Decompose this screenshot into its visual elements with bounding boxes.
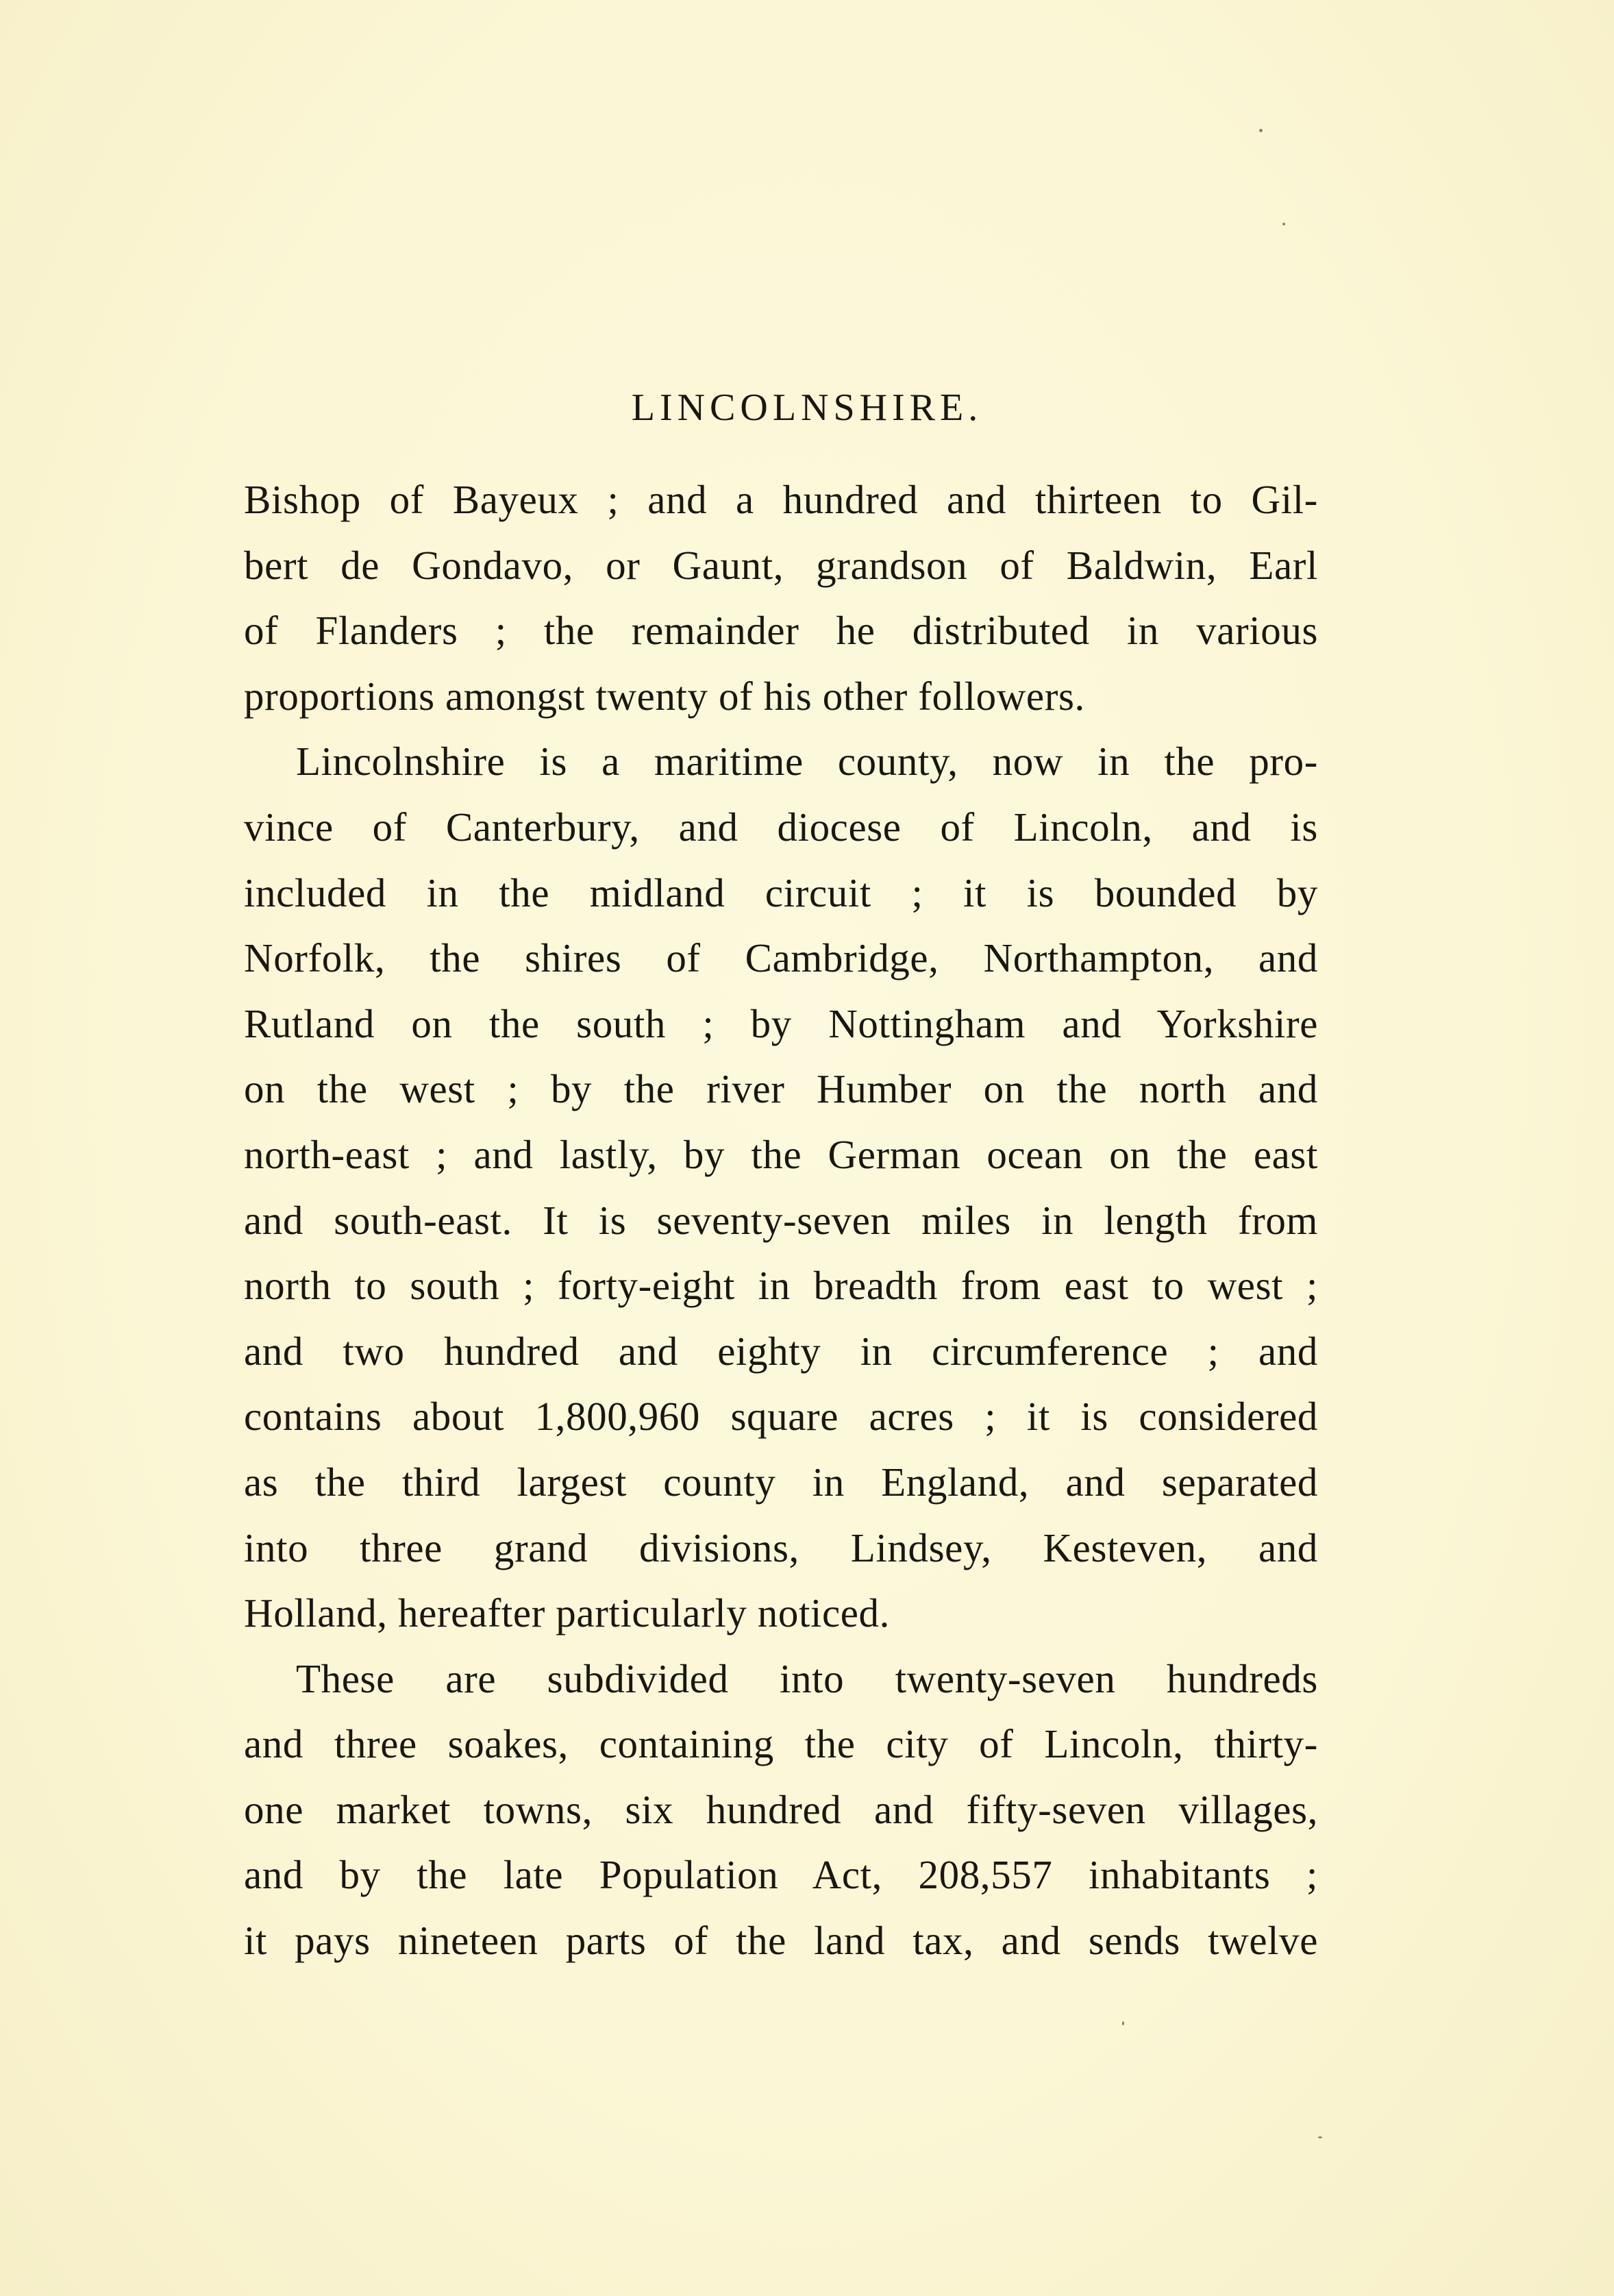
text-line: north-east ; and lastly, by the German ocean on the east (244, 1131, 1318, 1177)
text-line: included in the midland circuit ; it is bounded by (244, 869, 1318, 915)
text-line: These are subdivided into twenty-seven hundreds (296, 1655, 1318, 1701)
text-line: and two hundred and eighty in circumference ; and (244, 1328, 1318, 1374)
body-text (244, 467, 1318, 1974)
text-line: Bishop of Bayeux ; and a hundred and thirteen to Gil- (244, 477, 1318, 522)
text-line: Rutland on the south ; by Nottingham and Yorkshire (244, 1000, 1318, 1046)
text-line: and three soakes, containing the city of Lincoln, thirty- (244, 1721, 1318, 1767)
text-line: as the third largest county in England, and separated (244, 1459, 1318, 1505)
text-line: Lincolnshire is a maritime county, now in the pro- (296, 739, 1318, 785)
text-line: north to south ; forty-eight in breadth from east to west ; (244, 1263, 1318, 1309)
paper-speck (1282, 223, 1285, 225)
paper-speck (1122, 2021, 1124, 2025)
paper-speck (1318, 2136, 1322, 2138)
text-line: vince of Canterbury, and diocese of Lincoln, and is (244, 804, 1318, 850)
text-line: Holland, hereafter particularly noticed. (244, 1590, 890, 1636)
text-line: one market towns, six hundred and fifty-seven villages, (244, 1786, 1318, 1832)
text-line: Norfolk, the shires of Cambridge, Northampton, and (244, 935, 1318, 981)
text-line: of Flanders ; the remainder he distributed in various (244, 608, 1318, 654)
text-line: into three grand divisions, Lindsey, Kesteven, and (244, 1525, 1318, 1570)
text-line: contains about 1,800,960 square acres ; it is considered (244, 1394, 1318, 1440)
text-line: bert de Gondavo, or Gaunt, grandson of Baldwin, Earl (244, 542, 1318, 588)
text-line: and south-east. It is seventy-seven miles in length from (244, 1197, 1318, 1243)
paper-speck (1259, 129, 1263, 132)
text-line: it pays nineteen parts of the land tax, and sends twelve (244, 1918, 1318, 1964)
text-line: on the west ; by the river Humber on the north and (244, 1066, 1318, 1112)
text-line: proportions amongst twenty of his other followers. (244, 673, 1085, 719)
text-line: and by the late Population Act, 208,557 inhabitants ; (244, 1852, 1318, 1898)
running-head: LINCOLNSHIRE. (631, 386, 983, 429)
